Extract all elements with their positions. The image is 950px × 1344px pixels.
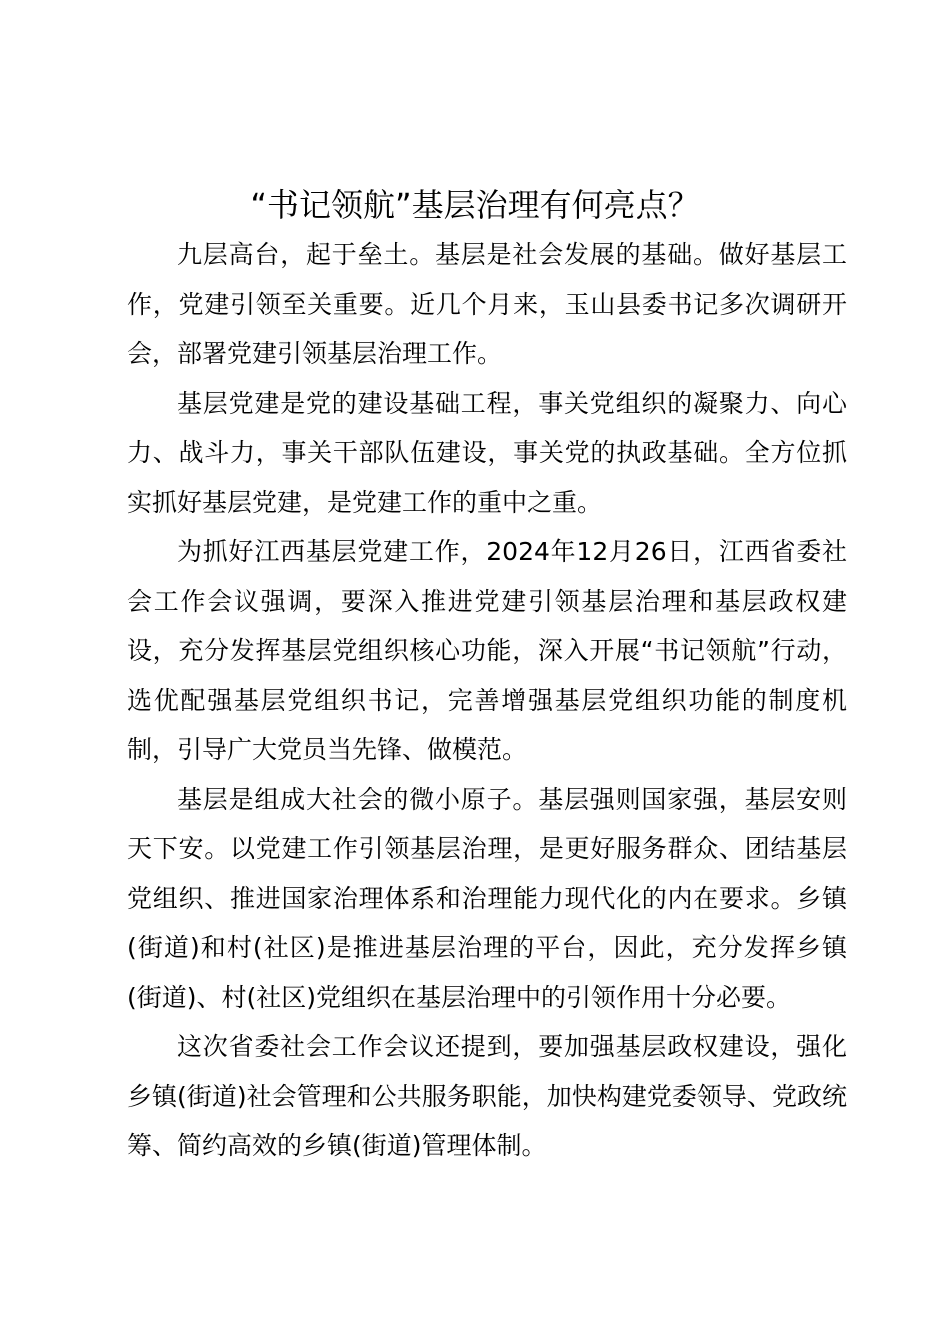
document-title: “书记领航”基层治理有何亮点？ [250,186,700,224]
document-body [127,230,847,1171]
paragraph: 为抓好江西基层党建工作，2024年12月26日，江西省委社会工作会议强调，要深入推进党建引领基层治理和基层政权建设，充分发挥基层党组织核心功能，深入开展“书记领航”行动，选优配强基层党组织书记，完善增强基层党组织功能的制度机制，引导广大党员当先锋、做模范。 [127,537,847,764]
paragraph: 基层党建是党的建设基础工程，事关党组织的凝聚力、向心力、战斗力，事关干部队伍建设，事关党的执政基础。全方位抓实抓好基层党建，是党建工作的重中之重。 [127,388,847,517]
paragraph: 基层是组成大社会的微小原子。基层强则国家强，基层安则天下安。以党建工作引领基层治理，是更好服务群众、团结基层党组织、推进国家治理体系和治理能力现代化的内在要求。乡镇(街道)和村(社区)是推进基层治理的平台，因此，充分发挥乡镇(街道)、村(社区)党组织在基层治理中的引领作用十分必要。 [127,784,847,1012]
paragraph: 这次省委社会工作会议还提到，要加强基层政权建设，强化乡镇(街道)社会管理和公共服务职能，加快构建党委领导、党政统筹、简约高效的乡镇(街道)管理体制。 [127,1032,847,1160]
paragraph: 九层高台，起于垒土。基层是社会发展的基础。做好基层工作，党建引领至关重要。近几个月来，玉山县委书记多次调研开会，部署党建引领基层治理工作。 [127,240,847,368]
